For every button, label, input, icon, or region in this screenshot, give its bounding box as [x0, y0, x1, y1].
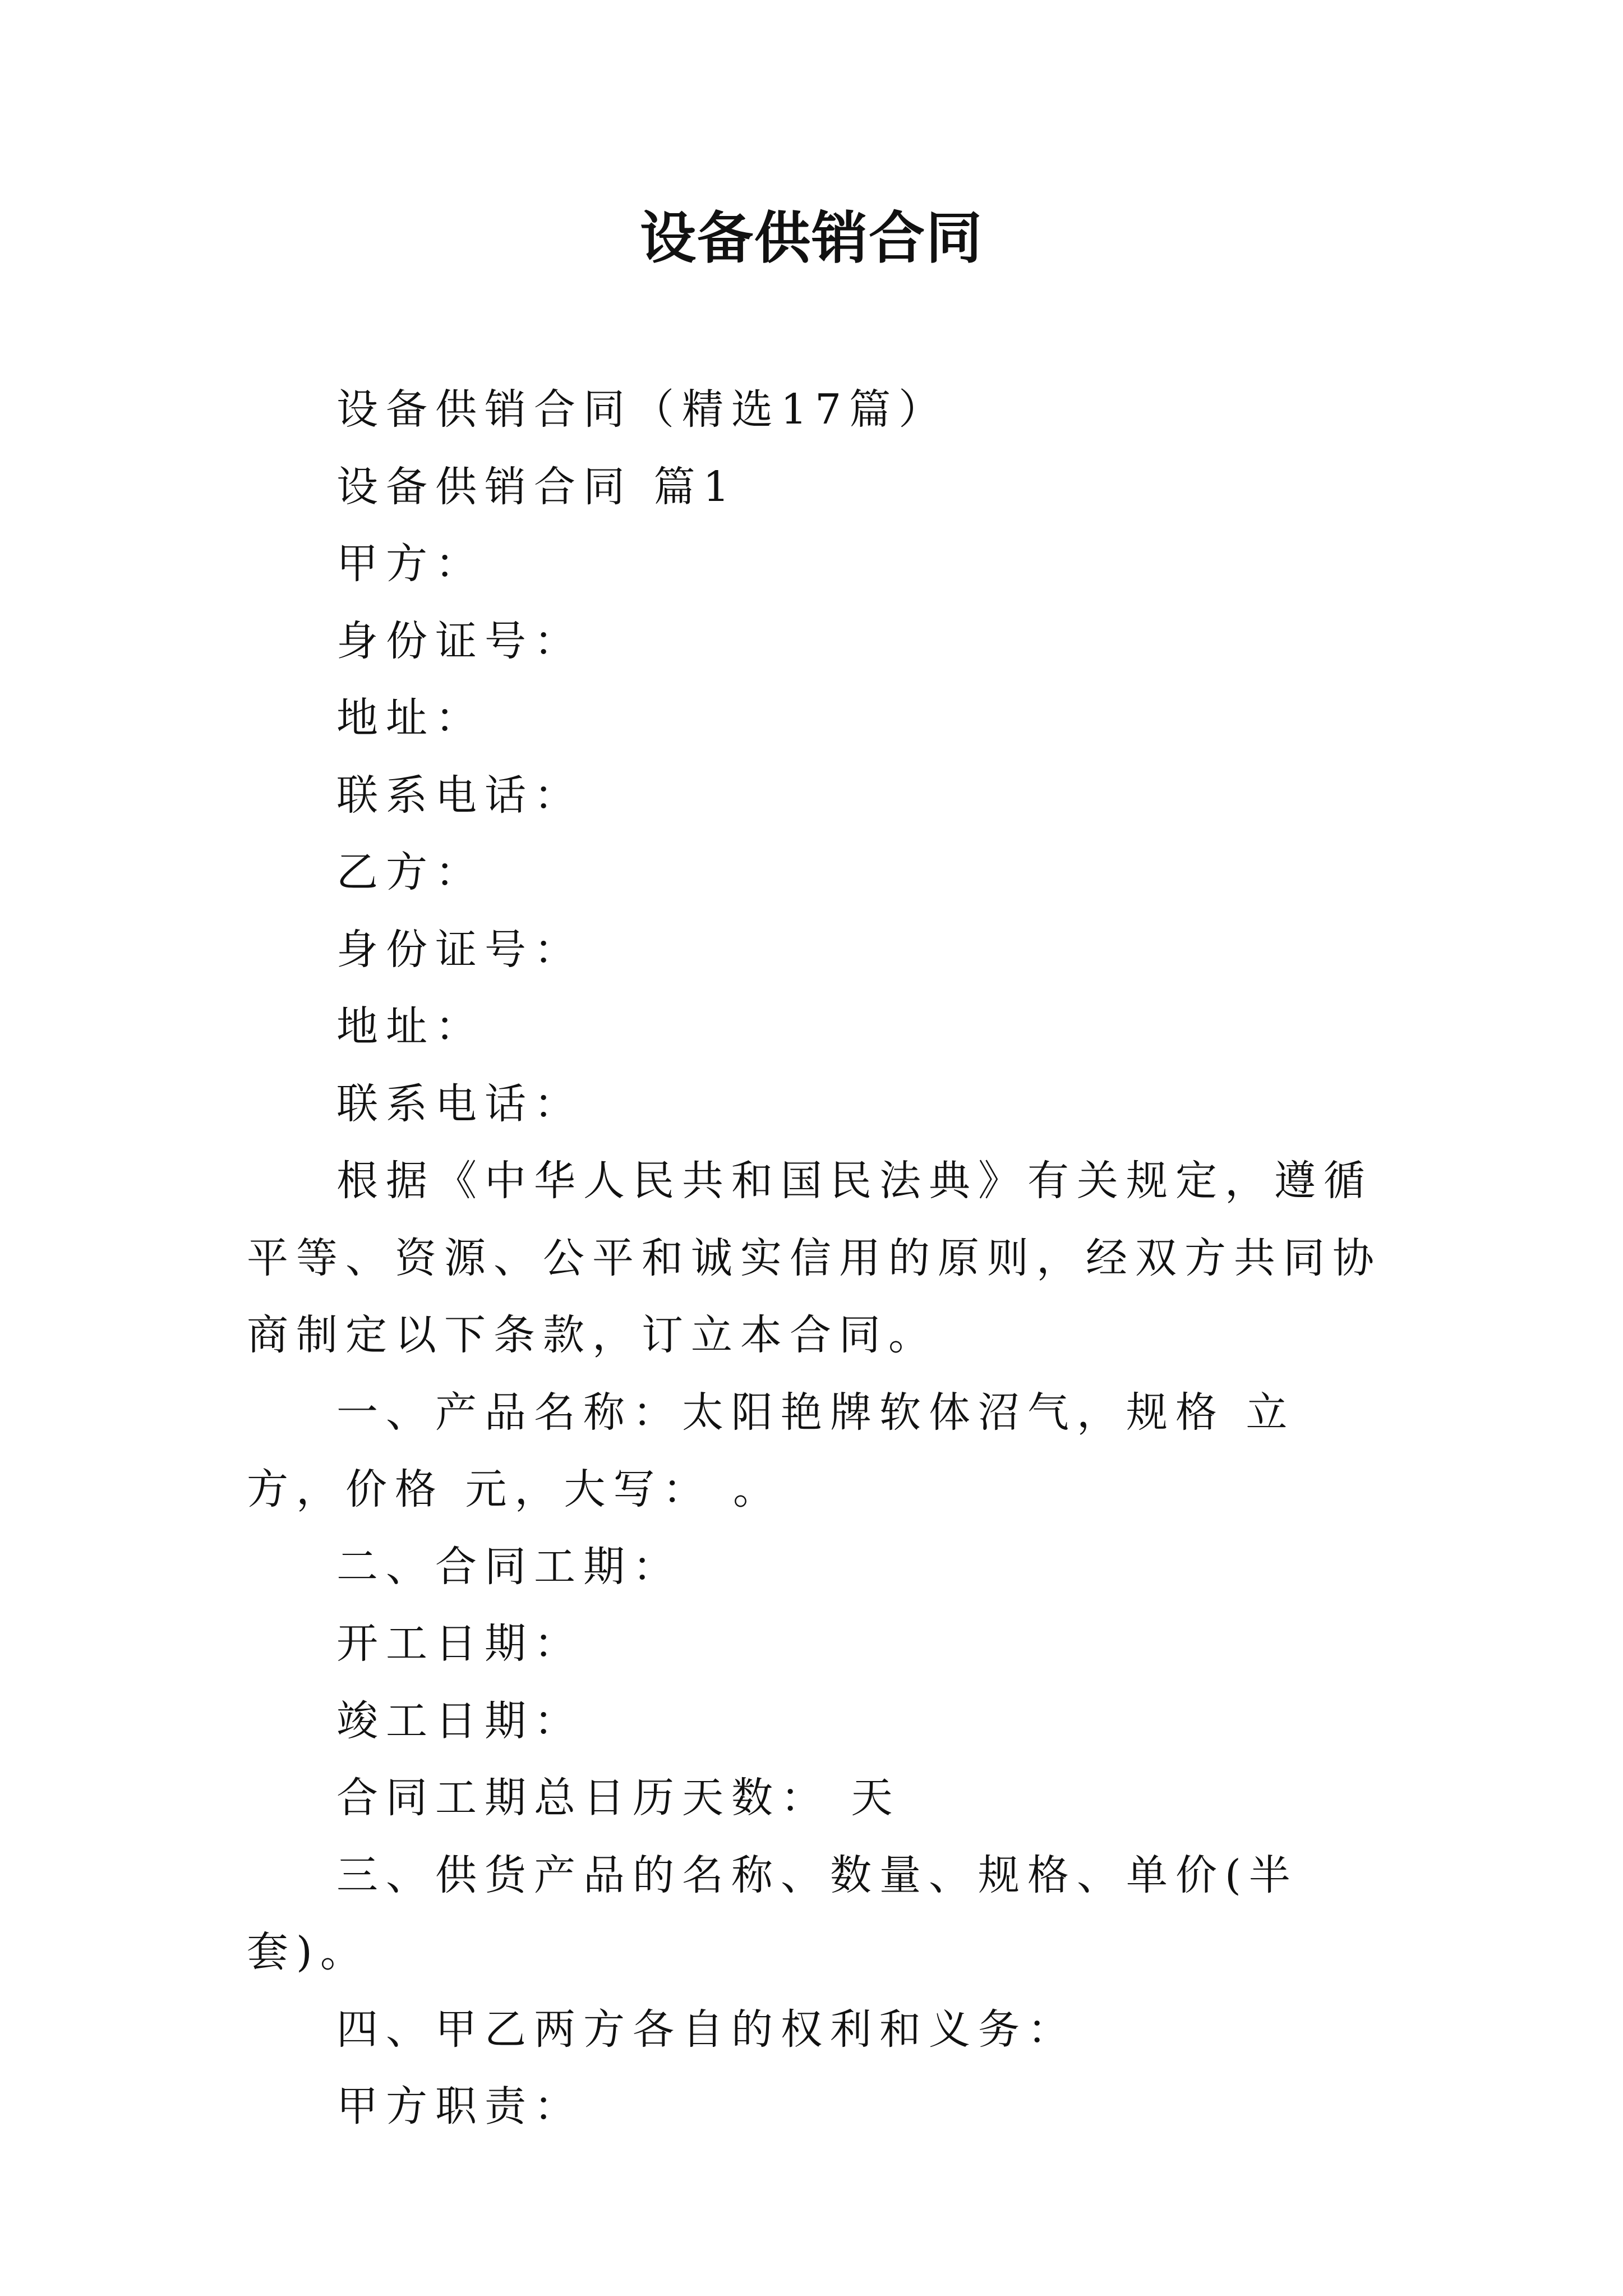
paragraph-total-days: 合同工期总日历天数： 天 — [336, 1774, 901, 1822]
paragraph-completion-date: 竣工日期： — [336, 1696, 583, 1745]
paragraph-party-b-id: 身份证号： — [336, 925, 583, 974]
document-body — [247, 371, 1391, 2146]
paragraph-clause-1: 一、产品名称：太阳艳牌软体沼气，规格 立方，价格 元，大写： 。 — [247, 1388, 1295, 1513]
paragraph-clause-3: 三、供货产品的名称、数量、规格、单价(半套)。 — [247, 1851, 1298, 1976]
document-title: 设备供销合同 — [640, 205, 983, 271]
paragraph-party-b-address: 地址： — [336, 1002, 485, 1051]
paragraph-start-date: 开工日期： — [336, 1619, 583, 1668]
paragraph-party-b: 乙方： — [336, 848, 485, 896]
paragraph-clause-4: 四、甲乙两方各自的权利和义务： — [336, 2005, 1077, 2054]
paragraph-section-heading: 设备供销合同 篇1 — [336, 462, 737, 511]
paragraph-clause-2: 二、合同工期： — [336, 1542, 682, 1591]
paragraph-party-a-phone: 联系电话： — [336, 771, 583, 820]
paragraph-preamble: 根据《中华人民共和国民法典》有关规定，遵循平等、资源、公平和诚实信用的原则，经双方共同协商制定以下条款，订立本合同。 — [247, 1157, 1382, 1359]
paragraph-party-a-duties: 甲方职责： — [336, 2082, 583, 2131]
paragraph-party-a-id: 身份证号： — [336, 616, 583, 665]
paragraph-subtitle: 设备供销合同（精选17篇） — [336, 385, 948, 434]
paragraph-party-a: 甲方： — [336, 540, 485, 588]
paragraph-party-a-address: 地址： — [336, 694, 485, 742]
paragraph-party-b-phone: 联系电话： — [336, 1079, 583, 1128]
